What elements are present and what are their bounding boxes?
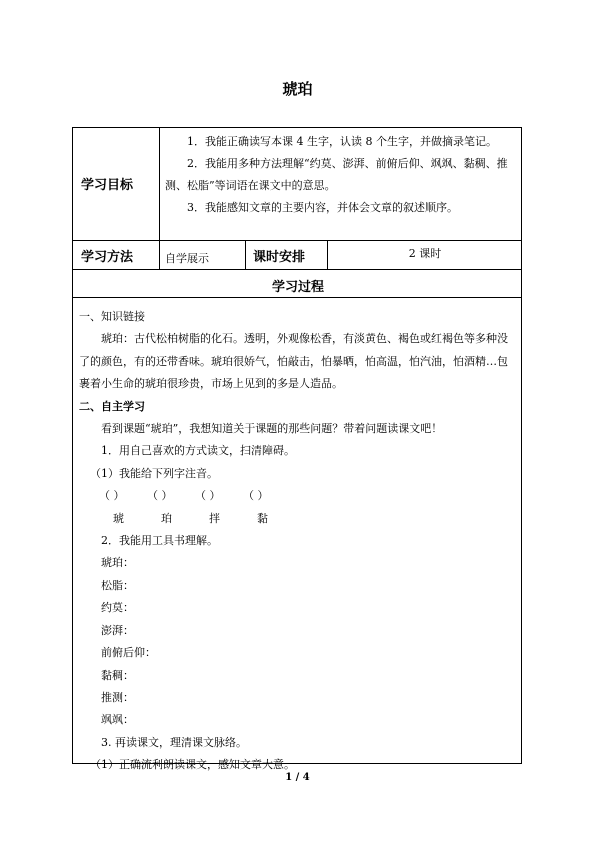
col-divider [245,240,246,269]
page-title: 琥珀 [282,80,313,98]
row-divider [73,269,521,270]
character-row [79,508,517,530]
knowledge-text: 琥珀：古代松柏树脂的化石。透明，外观像松香，有淡黄色、褐色或红褐色等多种没了的颜色，有的还带香味。琥珀很娇气，怕敲击，怕暴晒，怕高温，怕汽油，怕酒精…包裹着小生命的琥珀很珍贵，市场上见到的多是人造品。 [79,332,508,391]
schedule-label: 课时安排 [253,250,306,265]
character: 黏 [257,511,268,525]
term-item: 飒飒： [101,713,134,727]
character: 珀 [161,511,172,525]
term-item: 前俯后仰： [101,646,156,660]
term-item: 松脂： [101,578,134,592]
pinyin-blank[interactable]: （ ） [147,489,173,503]
goal-item: 1．我能正确读写本课 4 生字，认读 8 个生字，并做摘录笔记。 [187,135,497,148]
term-item: 琥珀： [101,556,134,570]
section-heading: 一、知识链接 [79,310,145,323]
process-label: 学习过程 [271,280,324,295]
method-label: 学习方法 [81,250,134,265]
character: 琥 [113,511,124,525]
row-divider [73,240,521,241]
step-sub-text: （1）我能给下列字注音。 [90,466,218,480]
intro-text: 看到课题“琥珀”，我想知道关于课题的那些问题？带着问题读课文吧！ [101,422,443,436]
term-item: 推测： [101,690,134,704]
step-text: 1．用自己喜欢的方式读文，扫清障碍。 [101,444,295,458]
row-divider [73,297,521,298]
goal-item: 2．我能用多种方法理解“约莫、澎湃、前俯后仰、飒飒、黏稠、推测、松脂”等词语在课文中的意思。 [165,157,508,192]
goal-item: 3．我能感知文章的主要内容，并体会文章的叙述顺序。 [187,201,458,214]
pinyin-blanks [79,485,517,507]
pinyin-blank[interactable]: （ ） [99,489,125,503]
goals-label: 学习目标 [81,178,134,193]
step-text: 2．我能用工具书理解。 [101,534,218,548]
term-item: 约莫： [101,601,134,615]
character: 拌 [209,511,220,525]
page-number: 1 / 4 [285,772,310,783]
pinyin-blank[interactable]: （ ） [195,489,221,503]
section-heading: 二、自主学习 [79,399,145,413]
goals-content [165,131,515,219]
step-text: 3. 再读课文，理清课文脉络。 [101,735,247,749]
process-content [79,306,517,777]
step-sub-text: （1）正确流利朗读课文，感知文章大意。 [90,758,295,772]
pinyin-blank[interactable]: （ ） [243,489,269,503]
lesson-table [72,127,522,772]
col-divider [159,128,160,269]
schedule-value: 2 课时 [408,247,442,260]
method-value: 自学展示 [165,252,209,265]
term-item: 澎湃： [101,623,134,637]
term-item: 黏稠： [101,668,134,682]
